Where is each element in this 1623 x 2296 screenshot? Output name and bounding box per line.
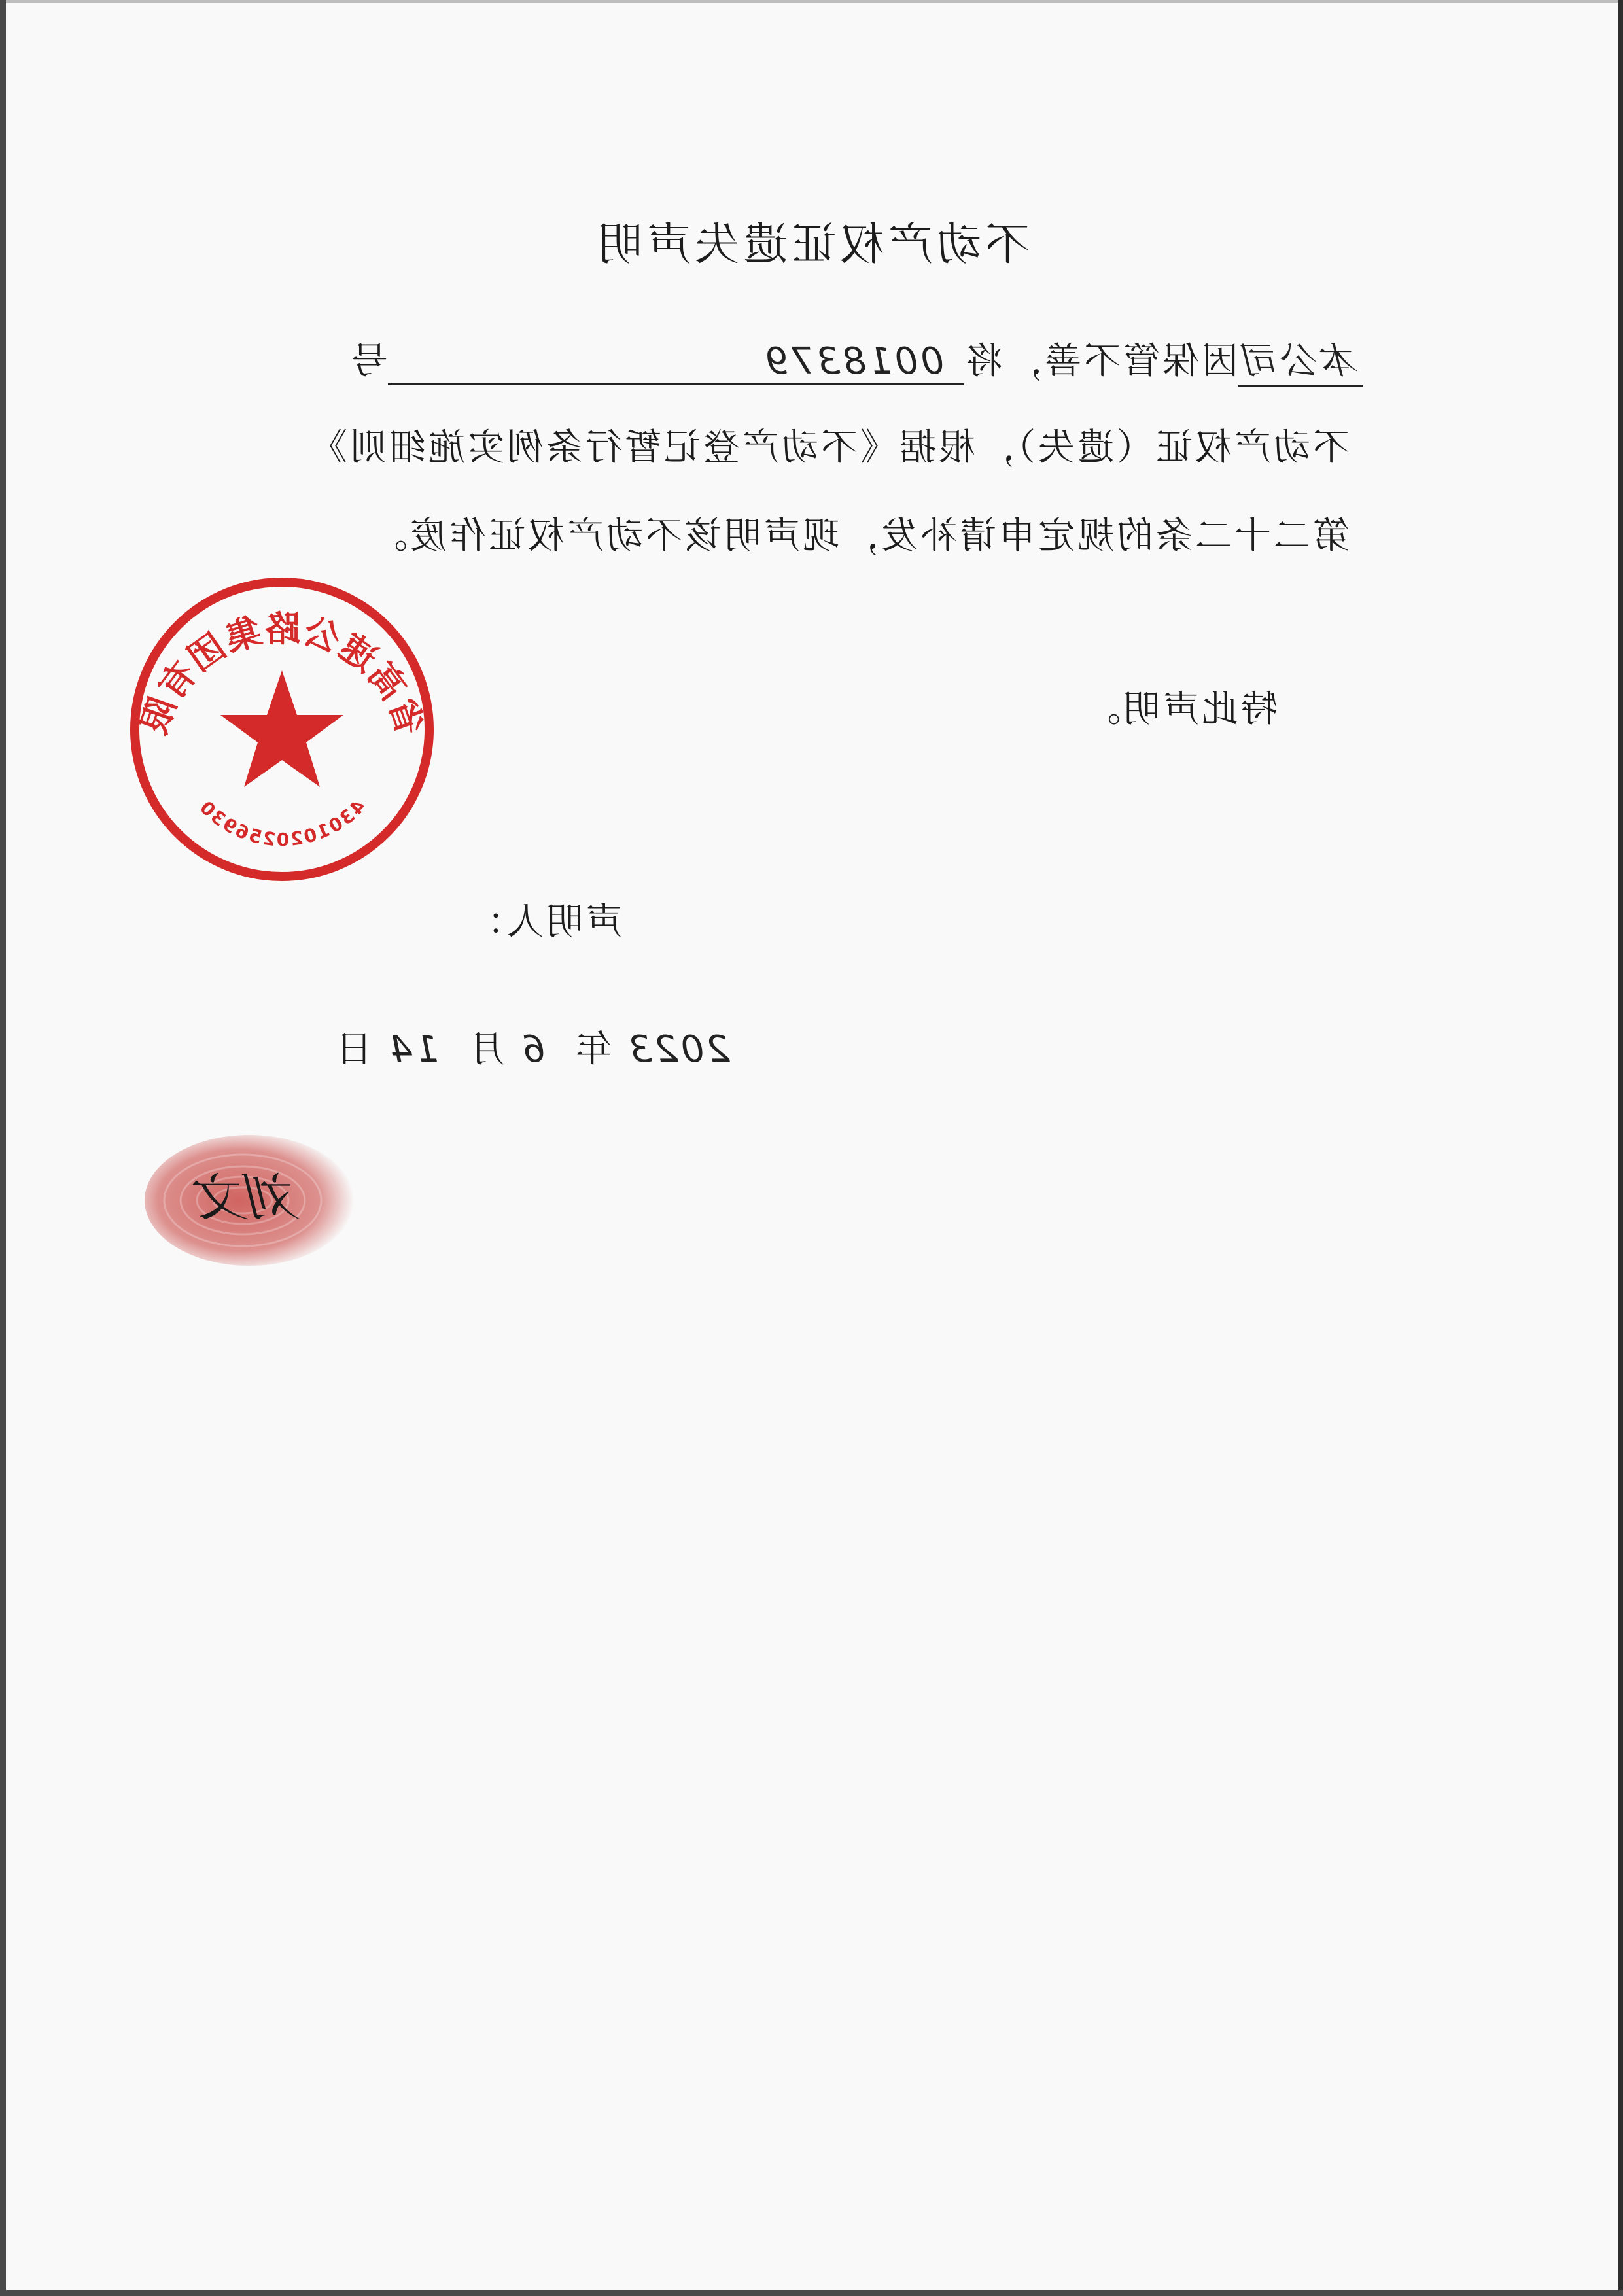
date-month-handwritten: 6 (519, 1028, 546, 1071)
company-seal (125, 572, 439, 886)
date-year-handwritten: 2023 (626, 1028, 730, 1071)
date-line (334, 1020, 730, 1073)
certificate-number-handwritten: 0018379 (388, 340, 964, 385)
statement-line-1 (349, 332, 1363, 387)
seal-code-text: 4301020256930 (194, 795, 370, 851)
company-seal-graphic (125, 572, 439, 886)
seal-org-text: 省高速公路集团有限 (132, 608, 432, 741)
date-year-suffix: 年 (572, 1028, 612, 1071)
handwritten-signature: 刘文 (198, 1169, 301, 1228)
statement-line-2: 不动产权证（遗失），根据《不动产登记暂行条例实施细则》 (308, 426, 1350, 469)
date-day-suffix: 日 (333, 1028, 373, 1071)
date-day-handwritten: 14 (387, 1028, 439, 1071)
owner-name-handwritten: 本公司 (1238, 332, 1363, 387)
declarant-label: 声明人： (465, 901, 622, 943)
star-icon (220, 670, 343, 787)
statement-line-3: 第二十二条的规定申请补发，现声明该不动产权证作废。 (368, 515, 1350, 557)
fingerprint-graphic (141, 1132, 357, 1269)
fingerprint-with-signature (141, 1132, 357, 1269)
date-month-suffix: 月 (466, 1028, 506, 1071)
closing-statement: 特此声明。 (1081, 688, 1278, 731)
statement-line-1-end: 号 (349, 340, 388, 383)
document-title: 不动产权证遗失声明 (593, 219, 1030, 271)
statement-line-1-text: 因保管不善，将 (964, 340, 1238, 383)
